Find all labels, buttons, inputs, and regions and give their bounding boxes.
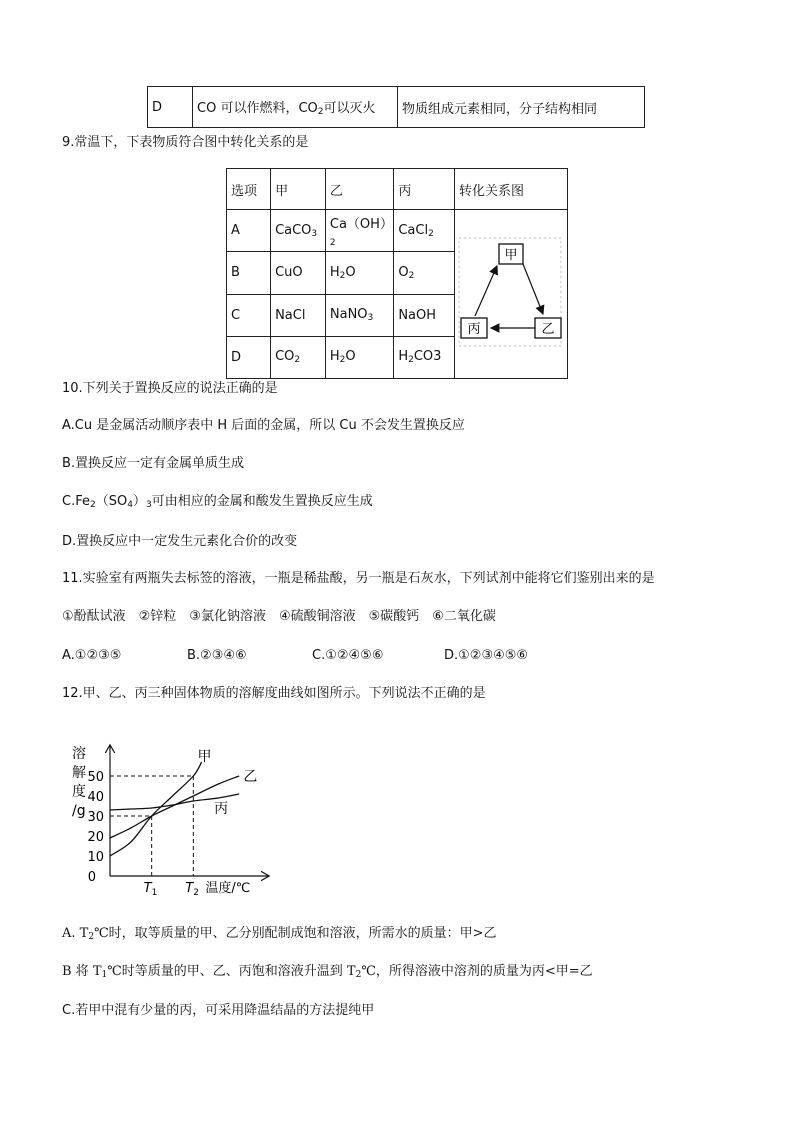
question-11-reagents: ①酚酞试液 ②锌粒 ③氯化钠溶液 ④硫酸铜溶液 ⑤碳酸钙 ⑥二氧化碳	[62, 609, 496, 624]
bing-cell: $H_2CO3$	[394, 336, 455, 378]
y-axis-label	[72, 745, 86, 819]
x-mark-label: $T_1$	[143, 881, 158, 896]
bing-cell: $O_2$	[394, 252, 455, 294]
y-axis-label-char: 解	[72, 765, 86, 781]
bing-cell: NaOH	[394, 294, 455, 336]
header-cell: 乙	[325, 169, 393, 210]
yi-cell: $H_2O$	[325, 336, 393, 378]
jia-cell: CuO	[271, 252, 326, 294]
y-tick-label: 30	[87, 810, 104, 825]
y-axis-label-char: 度	[72, 784, 86, 800]
y-tick-label: 20	[87, 830, 104, 845]
y-tick-label: 40	[87, 790, 104, 805]
header-cell: 丙	[394, 169, 455, 210]
solubility-chart	[60, 728, 280, 896]
question-11-option-d: D.①②③④⑤⑥	[444, 648, 529, 663]
question-10-option-a: A.Cu 是金属活动顺序表中 H 后面的金属，所以 Cu 不会发生置换反应	[62, 418, 465, 433]
option-cell: D	[148, 87, 193, 128]
question-11-option-b: B.②③④⑥	[187, 648, 247, 663]
jia-cell: NaCl	[271, 294, 326, 336]
option-cell: C	[227, 294, 271, 336]
bing-cell: CaCl$_2$	[394, 210, 455, 252]
series-label: 甲	[197, 749, 212, 765]
table-row	[227, 210, 568, 252]
yi-label: 乙	[541, 322, 555, 337]
question-10-stem: 10.下列关于置换反应的说法正确的是	[62, 381, 278, 396]
series-label: 乙	[243, 769, 258, 785]
y-tick-label: 10	[87, 850, 104, 865]
question-9-stem: 9.常温下，下表物质符合图中转化关系的是	[62, 135, 309, 150]
header-cell: 选项	[227, 169, 271, 210]
question-11-stem: 11.实验室有两瓶失去标签的溶液，一瓶是稀盐酸，另一瓶是石灰水，下列试剂中能将它们鉴别出来的是	[62, 571, 655, 586]
jia-cell: CaCO$_3$	[271, 210, 326, 252]
question-10-option-d: D.置换反应中一定发生元素化合价的改变	[62, 534, 298, 549]
question-12-stem: 12.甲、乙、丙三种固体物质的溶解度曲线如图所示。下列说法不正确的是	[62, 686, 486, 701]
jia-label: 甲	[504, 248, 518, 263]
x-mark-label: $T_2$	[185, 881, 200, 896]
x-axis-label: 温度/℃	[205, 881, 251, 896]
question-11-options	[62, 647, 528, 665]
question-12-option-a: A. $T_2℃$时，取等质量的甲、乙分别配制成饱和溶液，所需水的质量：甲>乙	[62, 926, 497, 942]
header-cell: 转化关系图	[455, 169, 568, 210]
conversion-diagram	[455, 210, 567, 374]
question-12-option-c: C.若甲中混有少量的丙，可采用降温结晶的方法提纯甲	[62, 1003, 375, 1018]
jia-cell: $CO_2$	[271, 336, 326, 378]
guide-lines	[110, 776, 193, 876]
option-cell: A	[227, 210, 271, 252]
table-row	[148, 87, 645, 128]
option-cell: D	[227, 336, 271, 378]
series-labels	[198, 749, 258, 817]
series-label: 丙	[214, 801, 229, 817]
y-tick-label: 50	[87, 770, 104, 785]
yi-cell: NaNO$_3$	[325, 294, 393, 336]
question-9-table	[226, 168, 568, 379]
arrow-bing-to-jia	[475, 266, 497, 316]
y-axis-label-char: 溶	[72, 746, 86, 762]
conversion-diagram-cell	[455, 210, 568, 379]
y-tick-labels	[87, 770, 104, 885]
bing-label: 丙	[467, 322, 481, 337]
question-10-option-c: $C.Fe_2(SO_4)_3$可由相应的金属和酸发生置换反应生成	[62, 494, 373, 510]
y-tick-label: 0	[87, 870, 96, 885]
fact-cell: CO 可以作燃料，$CO_2$可以灭火	[193, 87, 398, 128]
arrow-jia-to-yi	[523, 264, 543, 314]
option-d-table	[147, 86, 645, 128]
option-cell: B	[227, 252, 271, 294]
y-axis-label-char: /g	[72, 803, 86, 819]
question-11-option-c: C.①②④⑤⑥	[312, 648, 384, 663]
yi-cell: $Ca(OH)_2$	[325, 210, 393, 252]
axes	[110, 746, 268, 876]
x-marks	[144, 881, 199, 896]
header-cell: 甲	[271, 169, 326, 210]
explanation-cell: 物质组成元素相同，分子结构相同	[398, 87, 645, 128]
table-row	[227, 169, 568, 210]
question-11-option-a: A.①②③⑤	[62, 648, 122, 663]
question-10-option-b: B.置换反应一定有金属单质生成	[62, 456, 245, 471]
yi-cell: $H_2O$	[325, 252, 393, 294]
question-12-option-b: B 将 $T_1℃$时等质量的甲、乙、丙饱和溶液升温到 $T_2℃$，所得溶液中溶剂的质量为丙<甲=乙	[62, 964, 593, 980]
